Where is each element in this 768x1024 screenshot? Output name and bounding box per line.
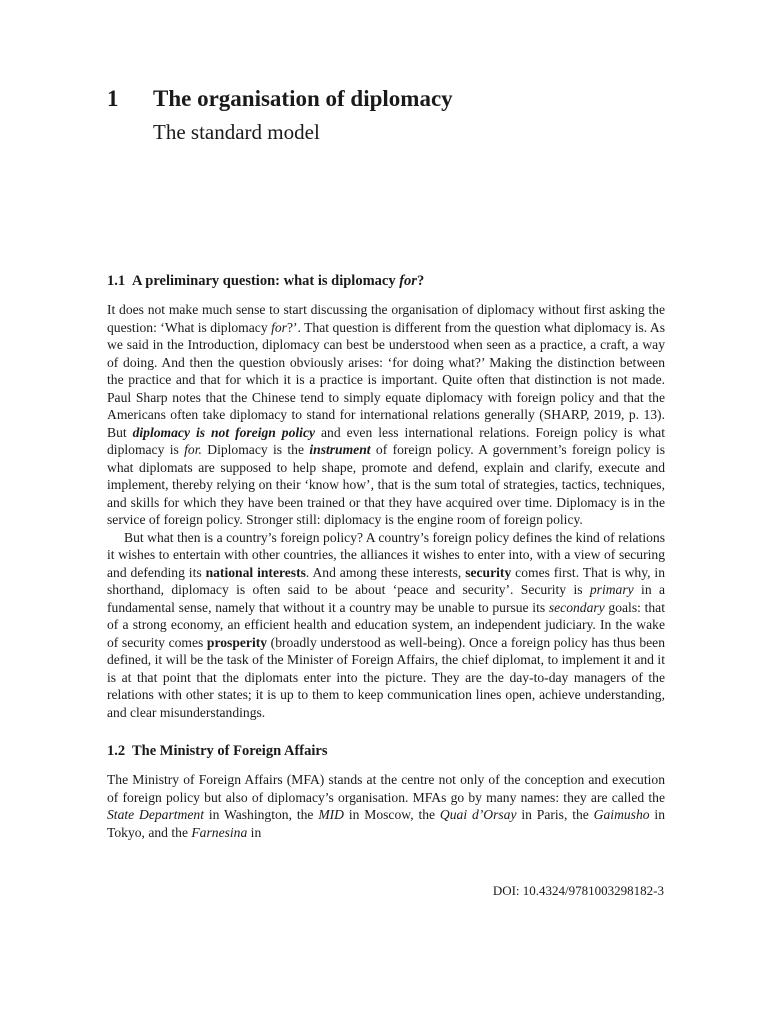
bold-run: security — [465, 564, 512, 580]
text-run: in — [247, 824, 262, 840]
chapter-number: 1 — [107, 86, 119, 111]
section-title: The Ministry of Foreign Affairs — [132, 743, 328, 759]
doi-footer: DOI: 10.4324/9781003298182-3 — [492, 883, 664, 898]
section-title — [132, 271, 424, 291]
text-run: in Washington, the — [203, 807, 319, 822]
paragraph-1 — [107, 301, 665, 529]
emphasis-run: for — [271, 319, 287, 335]
chapter-title-line — [107, 84, 667, 114]
text-run: goals: that of a strong economy, an efficient health and education system, an independent judiciary. In the wake of security comes — [107, 599, 665, 650]
text-run: But what then is a country’s foreign policy? A country’s foreign policy defines the kind of relations it wishes to entertain with other countries, the alliances it wishes to enter into, with a view of securing and defending its — [107, 529, 665, 580]
paragraph-2 — [107, 529, 665, 722]
text-run: The Ministry of Foreign Affairs (MFA) stands at the centre not only of the conception and execution of foreign policy but also of diplomacy’s organisation. MFAs go by many names: they are called the — [107, 772, 665, 805]
strong-emphasis-run: instrument — [309, 442, 371, 457]
section-number: 1.2 — [107, 743, 126, 759]
emphasis-run: for. — [184, 442, 202, 457]
emphasis-run: Farnesina — [191, 824, 248, 840]
emphasis-run: Quai d’Orsay — [439, 807, 517, 822]
strong-emphasis-run: diplomacy is not foreign policy — [132, 424, 316, 440]
section-heading-1-2 — [107, 741, 665, 761]
text-run: in Tokyo, and the — [107, 807, 665, 840]
emphasis-run: primary — [589, 582, 634, 597]
chapter-title: The organisation of diplomacy — [153, 86, 453, 111]
page-body — [107, 271, 665, 841]
emphasis-run: MID — [318, 807, 344, 822]
bold-run: national interests — [205, 564, 306, 580]
emphasis-run: secondary — [548, 599, 605, 615]
text-run: comes first. That is why, in shorthand, diplomacy is often said to be about ‘peace and security’. Security is — [107, 564, 665, 597]
text-run: of foreign policy. A government’s foreign policy is what diplomats are supposed to help shape, promote and defend, explain and clarify, execute and implement, thereby relying on their ‘know how’, that is the sum total of strategies, tactics, techniques, and skills for which they have been trained or that they have acquired over time. Diplomacy is in the service of foreign policy. Stronger still: diplomacy is the engine room of foreign policy. — [107, 442, 665, 527]
text-run: ?’. That question is different from the question what diplomacy is. As we said in the Introduction, diplomacy can best be understood when seen as a practice, a craft, a way of doing. And then the question obviously arises: ‘for doing what?’ Making the distinction between the practice and that for which it is a practice is important. Quite often that distinction is not made. Paul Sharp notes that the Chinese tend to simply equate diplomacy with foreign policy and that the Americans often take diplomacy to stand for international relations generally (SHARP, 2019, p. 13). But — [107, 319, 665, 440]
emphasis-run: State Department — [107, 807, 204, 822]
section-heading-1-1 — [107, 271, 665, 291]
chapter-heading — [107, 84, 667, 147]
bold-run: prosperity — [206, 634, 268, 650]
text-run: in Moscow, the — [343, 807, 440, 822]
emphasis-run: Gaimusho — [593, 807, 650, 822]
text-run: (broadly understood as well-being). Once a foreign policy has thus been defined, it will be the task of the Minister of Foreign Affairs, the chief diplomat, to implement it and it is at that point that the diplomats enter into the picture. They are the day-to-day managers of the relations with other states; it is up to them to keep communication lines open, achieve understanding, and clear misunderstandings. — [107, 634, 665, 720]
text-run: . And among these interests, — [305, 564, 466, 580]
section-number: 1.1 — [107, 273, 126, 289]
section-title-emphasis: for — [399, 273, 417, 289]
text-run: in a fundamental sense, namely that without it a country may be unable to pursue its — [107, 582, 665, 615]
text-run: Diplomacy is the — [201, 442, 310, 457]
text-run: It does not make much sense to start discussing the organisation of diplomacy without first asking the question: ‘What is diplomacy — [107, 302, 665, 335]
section-title-end: ? — [416, 273, 425, 289]
paragraph-3 — [107, 771, 665, 841]
section-title-text: A preliminary question: what is diplomacy — [132, 273, 400, 289]
text-run: in Paris, the — [516, 807, 594, 822]
text-run: and even less international relations. Foreign policy is what diplomacy is — [107, 424, 665, 457]
chapter-subtitle: The standard model — [153, 120, 320, 144]
